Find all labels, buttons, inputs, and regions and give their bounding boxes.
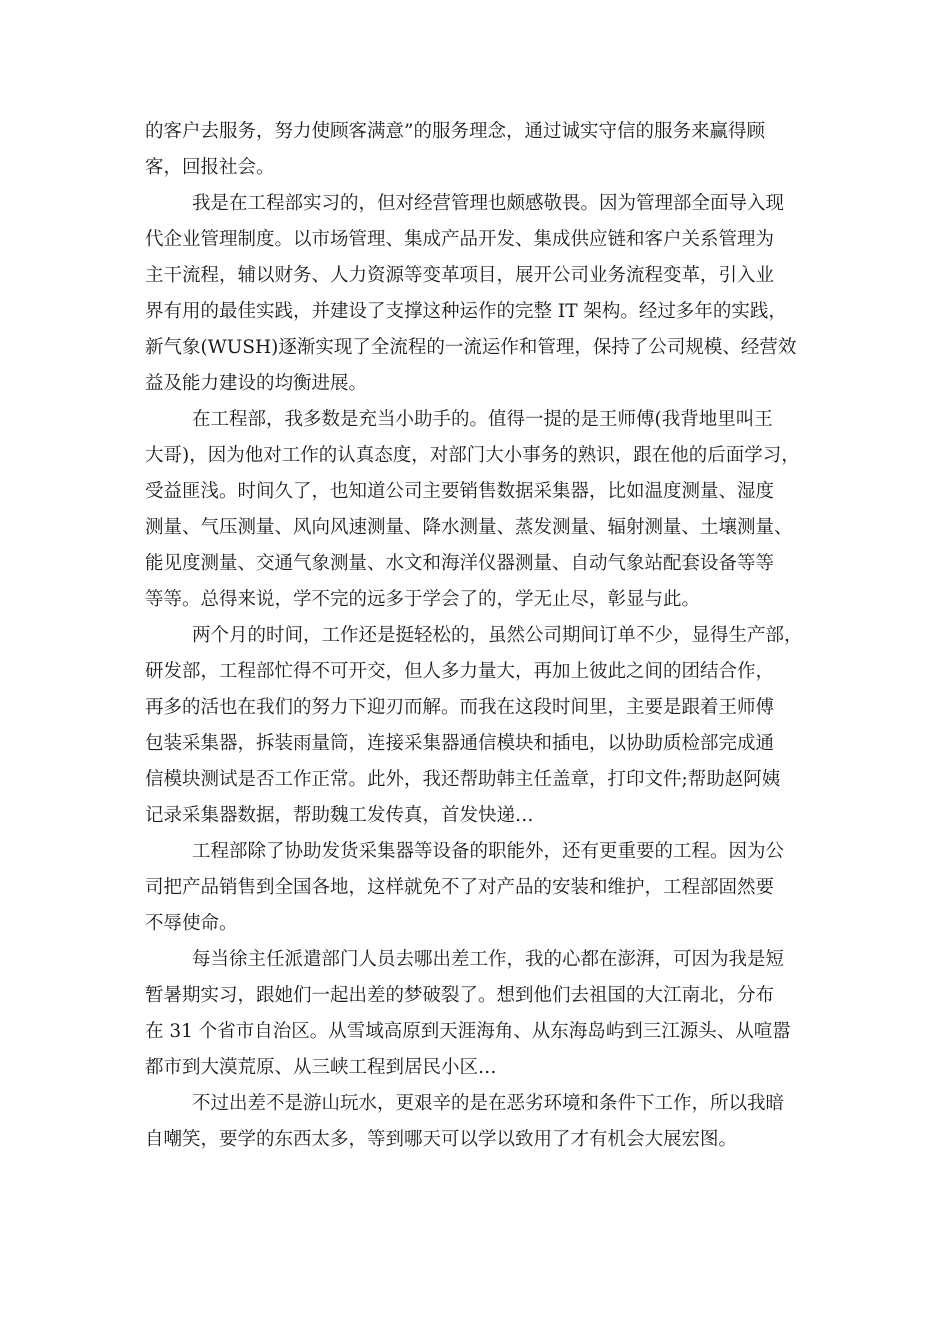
- text-line: 信模块测试是否工作正常。此外，我还帮助韩主任盖章，打印文件;帮助赵阿姨: [145, 769, 781, 790]
- text-line: 在 31 个省市自治区。从雪域高原到天涯海角、从东海岛屿到三江源头、从喧嚣: [145, 1021, 791, 1042]
- text-line: 不过出差不是游山玩水，更艰辛的是在恶劣环境和条件下工作，所以我暗: [192, 1093, 785, 1114]
- paragraph: [145, 618, 820, 834]
- text-line: 记录采集器数据，帮助魏工发传真，首发快递…: [145, 805, 534, 826]
- text-line: 暂暑期实习，跟她们一起出差的梦破裂了。想到他们去祖国的大江南北，分布: [145, 985, 775, 1006]
- paragraph: [145, 834, 820, 942]
- text-line: 代企业管理制度。以市场管理、集成产品开发、集成供应链和客户关系管理为: [145, 229, 775, 250]
- text-line: 都市到大漠荒原、从三峡工程到居民小区…: [145, 1057, 497, 1078]
- text-line: 等等。总得来说，学不完的远多于学会了的，学无止尽，彰显与此。: [145, 589, 701, 610]
- text-line: 主干流程，辅以财务、人力资源等变革项目，展开公司业务流程变革，引入业: [145, 265, 775, 286]
- text-line: 研发部，工程部忙得不可开交，但人多力量大，再加上彼此之间的团结合作，: [145, 661, 775, 682]
- paragraph: [145, 1086, 820, 1158]
- text-line: 不辱使命。: [145, 913, 238, 934]
- paragraph: [145, 402, 820, 618]
- text-line: 包装采集器，拆装雨量筒，连接采集器通信模块和插电，以协助质检部完成通: [145, 733, 775, 754]
- text-line: 的客户去服务，努力使顾客满意”的服务理念，通过诚实守信的服务来赢得顾: [145, 121, 765, 142]
- text-line: 我是在工程部实习的，但对经营管理也颇感敬畏。因为管理部全面导入现: [192, 193, 785, 214]
- text-line: 大哥)，因为他对工作的认真态度，对部门大小事务的熟识，跟在他的后面学习，: [145, 445, 800, 466]
- text-line: 司把产品销售到全国各地，这样就免不了对产品的安装和维护，工程部固然要: [145, 877, 775, 898]
- text-line: 自嘲笑，要学的东西太多，等到哪天可以学以致用了才有机会大展宏图。: [145, 1129, 738, 1150]
- text-line: 客，回报社会。: [145, 157, 275, 178]
- text-line: 在工程部，我多数是充当小助手的。值得一提的是王师傅(我背地里叫王: [192, 409, 773, 430]
- text-line: 新气象(WUSH)逐渐实现了全流程的一流运作和管理，保持了公司规模、经营效: [145, 337, 797, 358]
- text-line: 界有用的最佳实践，并建设了支撑这种运作的完整 IT 架构。经过多年的实践，: [145, 301, 787, 322]
- text-line: 能见度测量、交通气象测量、水文和海洋仪器测量、自动气象站配套设备等等: [145, 553, 775, 574]
- text-line: 工程部除了协助发货采集器等设备的职能外，还有更重要的工程。因为公: [192, 841, 785, 862]
- paragraph: [145, 114, 820, 186]
- document-body: [145, 114, 820, 1158]
- text-line: 受益匪浅。时间久了，也知道公司主要销售数据采集器，比如温度测量、湿度: [145, 481, 775, 502]
- paragraph: [145, 186, 820, 402]
- text-line: 两个月的时间，工作还是挺轻松的，虽然公司期间订单不少，显得生产部，: [192, 625, 803, 646]
- text-line: 测量、气压测量、风向风速测量、降水测量、蒸发测量、辐射测量、土壤测量、: [145, 517, 793, 538]
- text-line: 益及能力建设的均衡进展。: [145, 373, 368, 394]
- text-line: 每当徐主任派遣部门人员去哪出差工作，我的心都在澎湃，可因为我是短: [192, 949, 785, 970]
- text-line: 再多的活也在我们的努力下迎刃而解。而我在这段时间里，主要是跟着王师傅: [145, 697, 775, 718]
- paragraph: [145, 942, 820, 1086]
